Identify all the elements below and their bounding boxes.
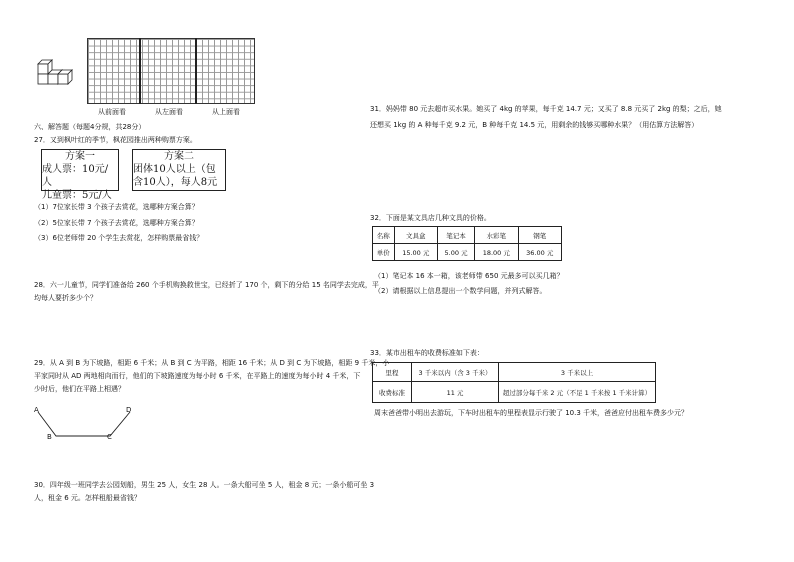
drawing-grid [87,38,255,104]
plan-one-line1: 成人票：10元/人 [42,164,109,188]
table-cell: 36.00 元 [518,244,561,261]
q33-text: 33．某市出租车的收费标准如下表： [370,349,484,357]
table-cell: 15.00 元 [394,244,437,261]
table-cell: 18.00 元 [475,244,518,261]
cube-figure [34,58,80,86]
q28-line2: 均每人要折多少个？ [34,294,97,302]
q32-sub1: （1）笔记本 16 本一箱，该老师带 650 元最多可以买几箱？ [374,272,564,280]
table-cell: 收费标准 [373,382,412,403]
view-label-left: 从左面看 [155,108,183,116]
point-b-label: B [47,433,52,441]
table-cell: 水彩笔 [475,227,518,244]
grid-divider [139,38,141,104]
view-label-front: 从前面看 [98,108,126,116]
q27-text: 27．又到枫叶红的季节，枫花园推出两种购票方案。 [34,136,197,144]
q27-sub3: （3）6位老师带 20 个学生去赏花，怎样购票最省钱？ [34,234,204,242]
stationery-price-table [372,226,562,261]
plan-two-box [132,149,226,191]
table-cell: 里程 [373,363,412,382]
point-d-label: D [126,406,132,414]
plan-one-box [41,149,119,201]
point-c-label: C [107,433,112,441]
table-cell: 文具盒 [394,227,437,244]
table-cell: 钢笔 [518,227,561,244]
q29-line2: 平家同时从 AD 两地相向而行，他们的下坡路速度为每小时 6 千米，在平路上的速度为每小时 4 千米，下 [34,372,361,380]
q31-line2: 还想买 1kg 的 A 种每千克 9.2 元，B 种每千克 14.5 元，用剩余的钱够买哪种水果？（用估算方法解答） [370,121,699,129]
q30-line1: 30．四年级一班同学去公园划船，男生 25 人，女生 28 人。一条大船可坐 5 人，租金 8 元；一条小船可坐 3 [34,481,375,489]
table-cell: 5.00 元 [438,244,475,261]
plan-one-line2: 儿童票：5元/人 [42,190,112,201]
q31-line1: 31．妈妈带 80 元去超市买水果。她买了 4kg 的苹果，每千克 14.7 元；又买了 8.8 元买了 2kg 的梨；之后，她 [370,105,722,113]
grid-divider [195,38,197,104]
q29-line1: 29．从 A 到 B 为下坡路，相距 6 千米；从 B 到 C 为平路，相距 16 千米；从 D 到 C 为下坡路，相距 9 千米，小 [34,359,390,367]
q27-sub2: （2）5位家长带 7 个孩子去赏花，选哪种方案合算？ [34,219,199,227]
table-cell: 3 千米以内（含 3 千米） [412,363,499,382]
q30-line2: 人，租金 6 元。怎样租船最省钱？ [34,494,141,502]
plan-one-title: 方案一 [65,151,95,162]
q28-line1: 28．六一儿童节，同学们准备给 260 个手机购换救世宝，已经折了 170 个，剩下的分给 15 名同学去完成，平 [34,281,379,289]
q32-text: 32．下面是某文具店几种文具的价格。 [370,214,491,222]
table-row [373,382,656,403]
q33-question: 周末爸爸带小明出去游玩，下车时出租车的里程表显示行驶了 10.3 千米，爸爸应付出租车费多少元？ [374,409,689,417]
table-cell: 3 千米以上 [499,363,656,382]
q32-sub2: （2）请根据以上信息提出一个数学问题，并列式解答。 [374,287,547,295]
q27-sub1: （1）7位家长带 3 个孩子去赏花，选哪种方案合算？ [34,203,199,211]
table-cell: 11 元 [412,382,499,403]
taxi-fare-table [372,362,656,403]
section-heading: 六、解答题（每题4分规，共28分） [34,123,146,131]
point-a-label: A [34,406,39,414]
q29-line3: 少时后，他们在平路上相遇？ [34,385,125,393]
table-row [373,244,562,261]
table-cell: 超过部分每千米 2 元（不足 1 千米按 1 千米计算） [499,382,656,403]
table-cell: 名称 [373,227,395,244]
table-cell: 笔记本 [438,227,475,244]
table-row [373,227,562,244]
plan-two-line1: 团体10人以上（包 [133,164,216,175]
table-row [373,363,656,382]
table-cell: 单价 [373,244,395,261]
plan-two-title: 方案二 [164,151,194,162]
view-label-top: 从上面看 [212,108,240,116]
plan-two-line2: 含10人），每人8元 [133,177,218,188]
